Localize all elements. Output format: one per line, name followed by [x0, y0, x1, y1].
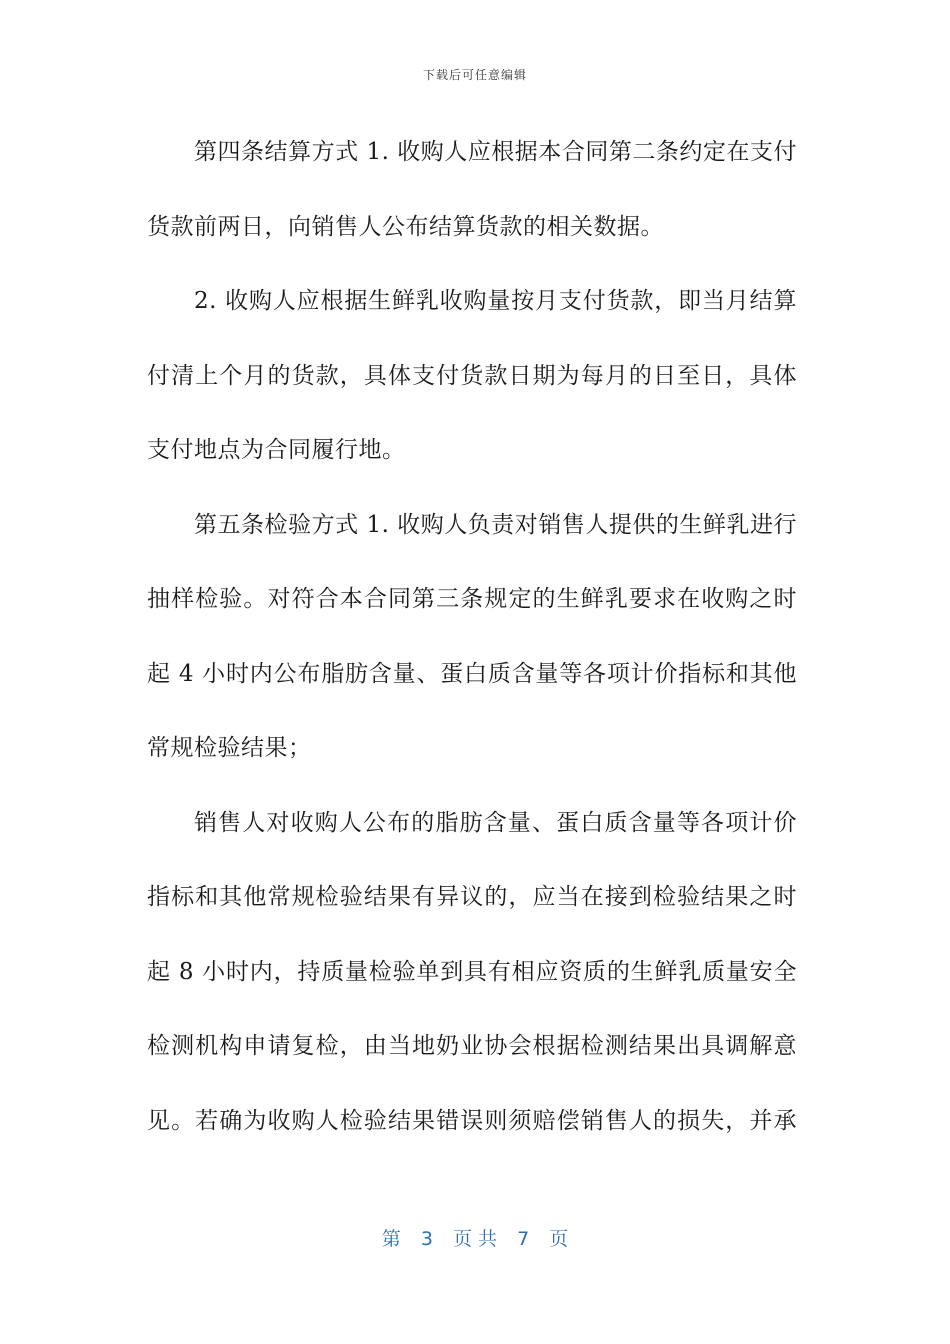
paragraph-line: 常规检验结果；	[147, 735, 312, 761]
paragraph-line: 起 4 小时内公布脂肪含量、蛋白质含量等各项计价指标和其他	[147, 660, 797, 687]
document-body	[147, 115, 797, 1158]
paragraph-line: 销售人对收购人公布的脂肪含量、蛋白质含量等各项计价	[194, 809, 797, 836]
paragraph-line: 抽样检验。对符合本合同第三条规定的生鲜乳要求在收购之时	[147, 586, 797, 612]
paragraph-line: 货款前两日，向销售人公布结算货款的相关数据。	[147, 213, 664, 240]
paragraph-line: 第四条结算方式 1. 收购人应根据本合同第二条约定在支付	[194, 139, 797, 165]
footer-suffix: 页	[549, 1228, 569, 1250]
paragraph-line: 见。若确为收购人检验结果错误则须赔偿销售人的损失，并承	[147, 1107, 797, 1134]
paragraph-line: 第五条检验方式 1. 收购人负责对销售人提供的生鲜乳进行	[194, 511, 797, 538]
header-note: 下载后可任意编辑	[422, 68, 527, 82]
total-pages-number: 7	[517, 1228, 530, 1250]
paragraph-line: 起 8 小时内，持质量检验单到具有相应资质的生鲜乳质量安全	[147, 958, 797, 985]
current-page-number: 3	[420, 1228, 433, 1250]
paragraph-line: 支付地点为合同履行地。	[147, 437, 406, 463]
footer-prefix: 第	[381, 1228, 401, 1250]
paragraph-line: 付清上个月的货款，具体支付货款日期为每月的日至日，具体	[147, 362, 797, 389]
page-footer	[0, 1224, 950, 1251]
paragraph-line: 2. 收购人应根据生鲜乳收购量按月支付货款，即当月结算	[194, 288, 797, 314]
footer-middle: 页 共	[452, 1228, 498, 1250]
paragraph-line: 指标和其他常规检验结果有异议的，应当在接到检验结果之时	[147, 884, 797, 910]
paragraph-line: 检测机构申请复检，由当地奶业协会根据检测结果出具调解意	[147, 1033, 797, 1059]
